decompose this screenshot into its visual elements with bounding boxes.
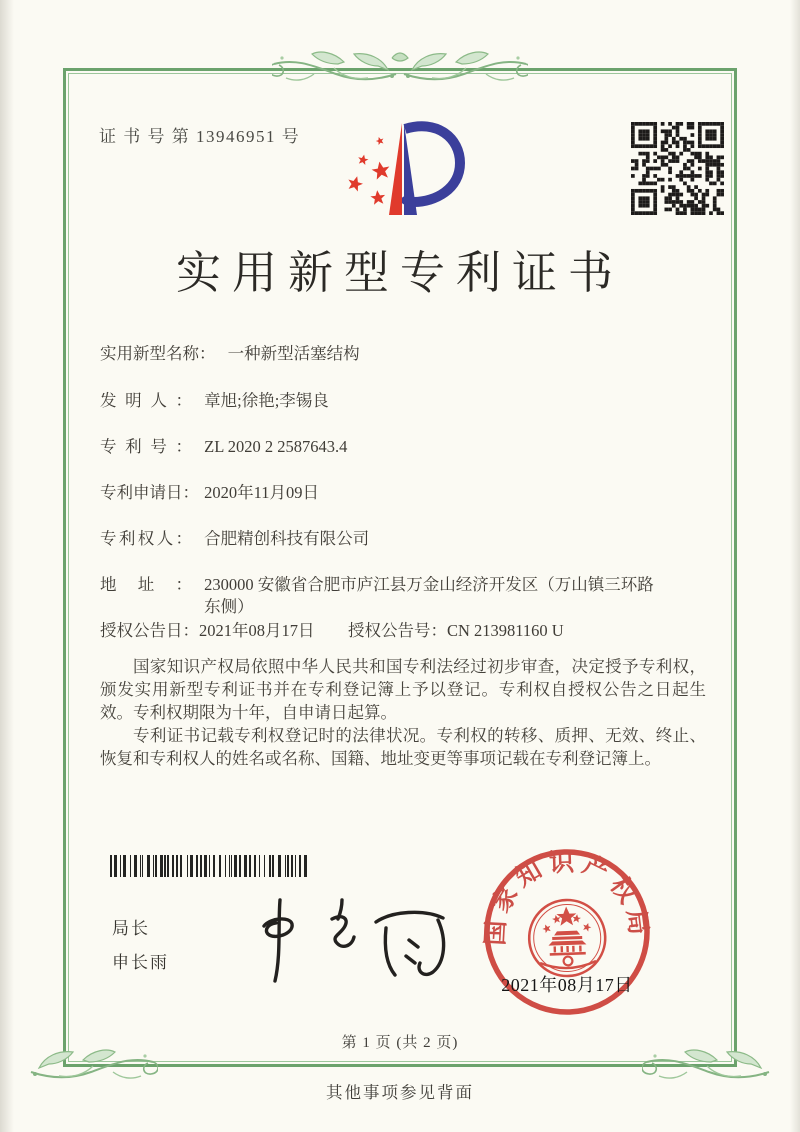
- field-value: 合肥精创科技有限公司: [204, 529, 370, 548]
- field-label: 专利号：: [100, 437, 192, 456]
- grant-number-label: 授权公告号：: [348, 621, 447, 640]
- commissioner-signature-icon: [246, 888, 464, 990]
- grant-date-value: 2021年08月17日: [199, 621, 315, 640]
- cnipa-patent-logo-icon: [333, 113, 473, 225]
- grant-date-label: 授权公告日：: [100, 621, 199, 640]
- field-value: 章旭;徐艳;李锡良: [204, 391, 329, 410]
- field-label: 发明人：: [100, 391, 192, 410]
- grant-number-value: CN 213981160 U: [447, 621, 564, 640]
- seal-agency-text: 国家知识产权局: [482, 849, 653, 947]
- seal-date: 2021年08月17日: [501, 975, 633, 995]
- back-side-note: 其他事项参见背面: [326, 1083, 474, 1102]
- field-label: 地址：: [100, 575, 192, 594]
- field-value: ZL 2020 2 2587643.4: [204, 437, 348, 456]
- field-row-address: [100, 574, 710, 618]
- field-row-grant: [100, 620, 710, 642]
- commissioner-name: 申长雨: [112, 953, 169, 972]
- field-label: 专利权人：: [100, 529, 192, 548]
- certificate-number: 证 书 号 第 13946951 号: [99, 127, 301, 146]
- field-value: 2020年11月09日: [204, 483, 320, 502]
- legal-paragraph-1: 国家知识产权局依照中华人民共和国专利法经过初步审查，决定授予专利权，颁发实用新型专利证书并在专利登记簿上予以登记。专利权自授权公告之日起生效。专利权期限为十年，自申请日起算。: [100, 657, 706, 722]
- national-emblem-icon: [528, 899, 607, 978]
- top-flourish-ornament-icon: [272, 38, 528, 98]
- qr-code: [631, 122, 724, 215]
- field-row-patent-number: [100, 436, 710, 458]
- legal-paragraph-2: 专利证书记载专利权登记时的法律状况。专利权的转移、质押、无效、终止、恢复和专利权人的姓名或名称、国籍、地址变更等事项记载在专利登记簿上。: [100, 726, 706, 768]
- page-indicator: 第 1 页 (共 2 页): [341, 1035, 459, 1051]
- field-value: 230000 安徽省合肥市庐江县万金山经济开发区（万山镇三环路东侧）: [204, 575, 654, 616]
- field-row-utility-name: [100, 343, 710, 365]
- field-row-inventors: [100, 390, 710, 412]
- certificate-title: 实用新型专利证书: [175, 248, 624, 298]
- field-label: 实用新型名称：: [100, 344, 216, 363]
- field-row-patentee: [100, 528, 710, 550]
- commissioner-title: 局长: [112, 919, 150, 938]
- field-label: 专利申请日：: [100, 483, 199, 502]
- field-value: 一种新型活塞结构: [227, 344, 360, 363]
- barcode: [110, 855, 310, 877]
- field-row-filing-date: [100, 482, 710, 504]
